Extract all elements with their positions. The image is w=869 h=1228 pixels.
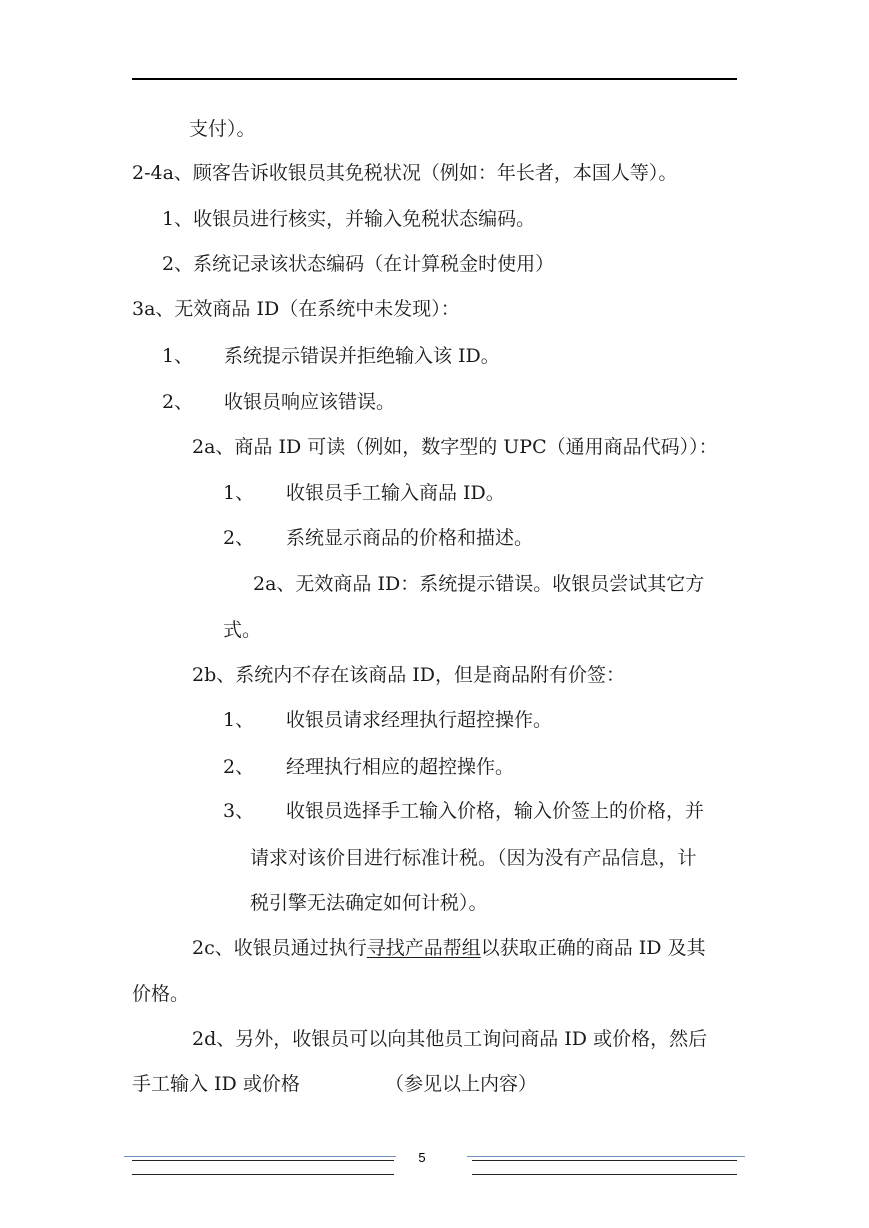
text-line: 经理执行相应的超控操作。 [286, 756, 515, 778]
text-line: 税引擎无法确定如何计税）。 [250, 892, 488, 914]
text-line [192, 936, 706, 960]
page-number: 5 [418, 1150, 426, 1165]
footer-rule [132, 1174, 394, 1175]
text-segment: 以获取正确的商品 ID 及其 [480, 937, 706, 959]
list-marker: 2、 [223, 527, 255, 549]
list-marker: 1、 [162, 345, 194, 367]
text-line: 收银员手工输入商品 ID。 [286, 482, 505, 504]
list-marker: 2、 [223, 756, 255, 778]
footer-rule [472, 1174, 737, 1175]
header-rule [132, 78, 737, 80]
text-line: 收银员选择手工输入价格，输入价签上的价格，并 [286, 800, 705, 822]
text-line: 2a、无效商品 ID：系统提示错误。收银员尝试其它方 [253, 573, 705, 595]
footer-rule [132, 1160, 394, 1161]
text-line: 系统显示商品的价格和描述。 [286, 527, 534, 549]
text-line: 手工输入 ID 或价格 [132, 1073, 300, 1095]
text-line: （参见以上内容） [385, 1073, 538, 1095]
text-line: 2、系统记录该状态编码（在计算税金时使用） [162, 253, 555, 275]
text-line: 系统提示错误并拒绝输入该 ID。 [224, 345, 500, 367]
list-marker: 2、 [162, 391, 194, 413]
text-line: 3a、无效商品 ID（在系统中未发现）： [132, 298, 460, 320]
text-line: 2b、系统内不存在该商品 ID，但是商品附有价签： [192, 664, 626, 686]
list-marker: 3、 [223, 800, 255, 822]
footer-rule [124, 1156, 396, 1157]
footer-rule [467, 1156, 745, 1157]
find-product-help-link[interactable]: 寻找产品帮组 [366, 937, 481, 959]
text-line: 1、收银员进行核实，并输入免税状态编码。 [162, 208, 536, 230]
text-line: 请求对该价目进行标准计税。（因为没有产品信息，计 [250, 847, 697, 869]
text-segment: 2c、收银员通过执行 [192, 937, 367, 959]
text-line: 式。 [223, 619, 262, 641]
list-marker: 1、 [223, 709, 255, 731]
text-line: 2a、商品 ID 可读（例如，数字型的 UPC（通用商品代码））： [192, 436, 718, 458]
text-line: 2-4a、顾客告诉收银员其免税状况（例如：年长者，本国人等）。 [132, 162, 678, 184]
text-line: 收银员响应该错误。 [224, 391, 396, 413]
text-line: 支付）。 [189, 118, 256, 140]
footer-rule [472, 1160, 737, 1161]
list-marker: 1、 [223, 482, 255, 504]
text-line: 2d、另外，收银员可以向其他员工询问商品 ID 或价格，然后 [192, 1028, 708, 1050]
text-line: 收银员请求经理执行超控操作。 [286, 709, 553, 731]
text-line: 价格。 [132, 983, 190, 1005]
